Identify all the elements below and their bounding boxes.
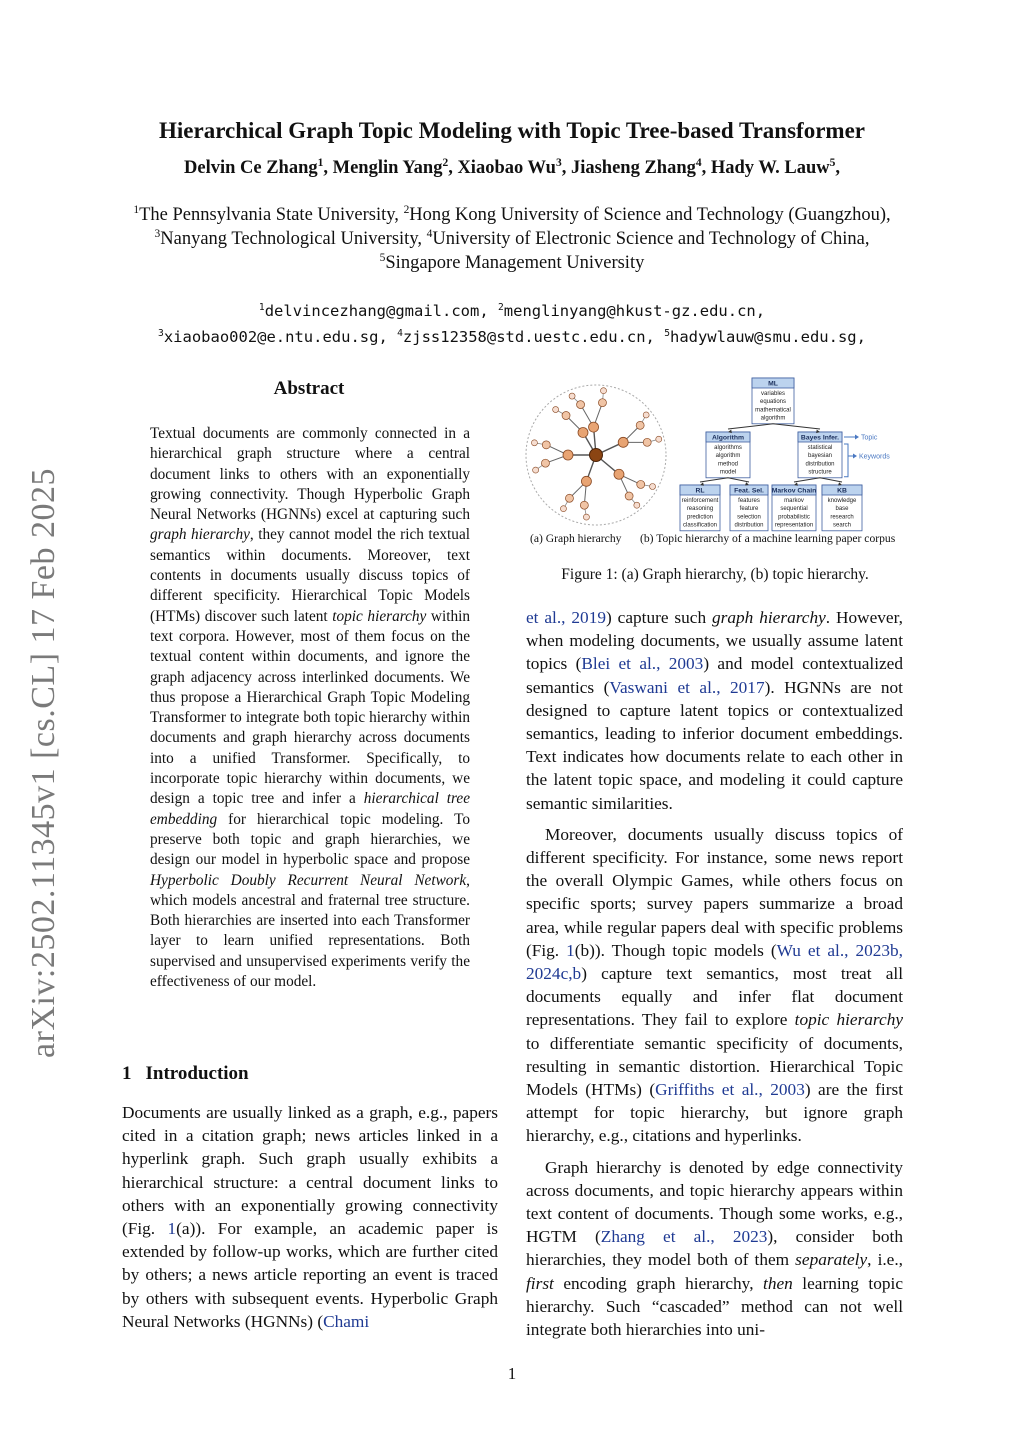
topic-tree-diagram xyxy=(680,378,890,531)
topic-level2-box xyxy=(772,485,817,531)
citation-link[interactable]: Vaswani et al., 2017 xyxy=(609,677,765,697)
topic-keyword: search xyxy=(832,522,852,529)
text-run: Documents are usually linked as a graph, e.g., papers cited in a citation graph; news articles linked in a hyperlink graph. Such graph usually exhibits a hierarchical structure: a central document links to others with an exponentially growing connectivity (Fig. xyxy=(122,1103,498,1239)
affiliation-text: University of Electronic Science and Technology of China, xyxy=(432,229,870,249)
author-name: Xiaobao Wu xyxy=(457,158,556,178)
text-run: ). HGNNs are not designed to capture latent topics or contextualized semantics, leading to inferior document embeddings. Text indicates how documents relate to each other in the latent topic space, and modeling it could capture semantic similarities. xyxy=(526,677,903,813)
affiliation-line-3 xyxy=(0,253,1024,274)
document-node xyxy=(637,480,645,488)
tree-edge-arrowhead xyxy=(745,482,749,485)
document-node xyxy=(580,501,588,509)
topic-label: KB xyxy=(837,487,847,495)
topic-keyword: classification xyxy=(682,522,718,529)
topic-keyword: sequential xyxy=(780,506,808,513)
affiliation-text: delvincezhang@gmail.com, xyxy=(264,302,498,320)
page-number: 1 xyxy=(507,1364,517,1383)
emphasis: graph hierarchy xyxy=(150,526,250,544)
topic-level2-box xyxy=(680,485,720,531)
topic-keyword: model xyxy=(719,469,737,476)
document-node xyxy=(542,441,550,449)
topic-keyword: representation xyxy=(774,522,814,529)
topic-keyword: algorithms xyxy=(714,445,742,451)
affiliation-mark: 1 xyxy=(133,203,140,216)
author-name: Menglin Yang xyxy=(332,158,443,178)
affiliation-line-1 xyxy=(0,205,1024,226)
affiliation-mark: 2 xyxy=(442,156,449,169)
topic-level1-box xyxy=(706,432,750,478)
topic-level2-box xyxy=(730,485,768,531)
leaf-document-node xyxy=(600,388,606,394)
text-run: . However, when modeling documents, we usually assume latent topics ( xyxy=(526,608,903,674)
citation-link[interactable]: Wu et al., 2023b, 2024c,b xyxy=(526,940,904,984)
text-run: , i.e., xyxy=(867,1250,903,1270)
text-run: encoding graph hierarchy, xyxy=(553,1273,764,1293)
affiliation-text: menglinyang@hkust-gz.edu.cn, xyxy=(503,302,766,320)
document-node xyxy=(581,476,591,486)
affiliation-text: The Pennsylvania State University, xyxy=(139,205,404,225)
email-line-2 xyxy=(0,328,1024,346)
leaf-document-node xyxy=(634,502,640,508)
affiliation-text: Hong Kong University of Science and Technology (Guangzhou), xyxy=(409,205,891,225)
text-run: within text corpora. However, most of them focus on the textual content within documents, and ignore the graph adjacency across interlinked documents. We thus propose a Hierarchical Graph Topic Modeling Transformer to integrate both topic hierarchy within documents and graph hierarchy across documents into a unified Transformer. Specifically, to incorporate topic hierarchy within documents, we design a topic tree and infer a xyxy=(150,607,470,808)
topic-keyword: method xyxy=(717,461,739,468)
leaf-document-node xyxy=(569,393,575,399)
document-node xyxy=(589,422,599,432)
figure-caption: Figure 1: (a) Graph hierarchy, (b) topic hierarchy. xyxy=(561,566,869,583)
topic-keyword: base xyxy=(835,506,849,513)
intro-paragraph-1 xyxy=(122,1101,498,1333)
affiliation-text: Singapore Management University xyxy=(385,253,645,273)
section-heading-introduction xyxy=(122,1063,249,1085)
affiliation-text: Nanyang Technological University, xyxy=(160,229,427,249)
abstract-heading: Abstract xyxy=(273,378,345,399)
topic-keyword: equations xyxy=(759,399,787,406)
emphasis: graph hierarchy xyxy=(712,608,826,627)
figure-subcaption-a: (a) Graph hierarchy xyxy=(530,532,622,545)
text-run: Textual documents are commonly connected in a hierarchical graph structure where a central document links to others with an exponentially growing connectivity. Though Hyperbolic Graph Neural Networks (HGNNs) excel at capturing such xyxy=(150,425,470,524)
email-line-1 xyxy=(0,302,1024,320)
text-run: Graph hierarchy is denoted by edge connectivity across documents, and topic hierarchy appears within text content of documents. Though some works, e.g., HGTM ( xyxy=(526,1157,903,1247)
emphasis: then xyxy=(763,1273,793,1293)
citation-link[interactable]: et al., 2019 xyxy=(526,608,606,627)
affiliation-mark: 1 xyxy=(258,301,265,313)
intro-left-column xyxy=(122,1101,498,1333)
citation-link[interactable]: 1 xyxy=(566,940,575,960)
document-node xyxy=(625,492,633,500)
author-name: Delvin Ce Zhang xyxy=(184,158,318,178)
section-title: Introduction xyxy=(145,1063,249,1084)
affiliation-line-2 xyxy=(0,229,1024,250)
topic-keyword: mathematical xyxy=(755,407,791,414)
tree-edge xyxy=(773,424,820,429)
topic-label: Algorithm xyxy=(711,434,745,442)
citation-link[interactable]: Zhang et al., 2023 xyxy=(600,1227,768,1247)
document-node xyxy=(614,469,624,479)
document-node xyxy=(562,412,570,420)
central-document-node xyxy=(590,449,603,462)
text-run: Moreover, documents usually discuss topics of different specificity. For instance, some news report the overall Olympic Games, while others focus on specific sports; survey papers summarize a broad area, while regular papers deal with specific problems (Fig. xyxy=(526,824,903,960)
text-run: ) and model contextualized semantics ( xyxy=(526,654,903,697)
author-list: Delvin Ce Zhang$^1$, Menglin Yang$^2$, Xiaobao Wu$^3$, Jiasheng Zhang$^4$, Hady W. Lauw$^5$, xyxy=(184,156,840,178)
affiliation-mark: 1 xyxy=(317,156,324,169)
topic-level2-box xyxy=(822,485,862,531)
topic-label: Feat. Sel. xyxy=(734,487,764,495)
intro-right-column xyxy=(526,606,903,1341)
topic-label: RL xyxy=(695,487,705,495)
text-run: (b)). Though topic models ( xyxy=(574,940,777,960)
tree-edge xyxy=(728,478,749,482)
tree-edge xyxy=(700,478,728,482)
document-node xyxy=(598,399,606,407)
citation-link[interactable]: Chami xyxy=(323,1311,370,1331)
emphasis: separately xyxy=(795,1250,868,1270)
text-run: , which models ancestral and fraternal tree structure. Both hierarchies are inserted into each Transformer layer to learn unified representations. Both supervised and unsupervised experiments verify the effectiveness of our model. xyxy=(150,871,470,991)
topic-keyword: bayesian xyxy=(807,453,833,460)
intro-paragraph-3 xyxy=(526,1156,903,1342)
document-node xyxy=(563,450,573,460)
emphasis: topic hierarchy xyxy=(794,1010,904,1030)
paper-title: Hierarchical Graph Topic Modeling with Topic Tree-based Transformer xyxy=(159,118,865,143)
text-run: to differentiate semantic specificity of documents, resulting in semantic distortion. Hierarchical Topic Models (HTMs) ( xyxy=(526,1033,903,1100)
affiliation-text: zjss12358@std.uestc.edu.cn, xyxy=(402,328,665,346)
affiliation-mark: 5 xyxy=(664,327,670,339)
document-node xyxy=(578,427,588,437)
topic-label: Bayes Infer. xyxy=(800,434,840,442)
leaf-document-node xyxy=(583,514,589,520)
topic-keyword: feature xyxy=(739,506,759,513)
text-run: (a)). For example, an academic paper is extended by follow-up works, which are further cited by others; a news article reporting an event is traced by others with subsequent events. Hyperbolic Graph Neural Networks (HGNNs) ( xyxy=(122,1219,498,1331)
topic-keyword: features xyxy=(738,498,760,504)
leaf-document-node xyxy=(533,467,539,473)
emphasis: hierarchical tree embedding xyxy=(150,790,470,828)
text-run: ) capture such xyxy=(605,608,713,627)
document-node xyxy=(636,421,644,429)
citation-link[interactable]: Griffiths et al., 2003 xyxy=(655,1080,805,1100)
legend-topic-label: Topic xyxy=(861,434,878,442)
topic-keyword: algorithm xyxy=(760,415,786,422)
topic-keyword: knowledge xyxy=(827,498,857,504)
topic-keyword: statistical xyxy=(807,445,833,451)
intro-paragraph-1-continued xyxy=(526,606,903,815)
section-number: 1 xyxy=(122,1063,132,1084)
topic-root-ml xyxy=(752,378,794,424)
topic-level1-box xyxy=(798,432,842,478)
text-run: for hierarchical topic modeling. To preserve both topic and graph hierarchies, we design our model in hyperbolic space and propose xyxy=(150,810,470,869)
text-run: ) are the first attempt for topic hierarchy, but ignore graph hierarchy, e.g., citations and hyperlinks. xyxy=(526,1080,903,1146)
emphasis: topic hierarchy xyxy=(332,607,427,625)
emphasis: Hyperbolic Doubly Recurrent Neural Network xyxy=(150,871,467,889)
tree-edge xyxy=(820,478,842,482)
tree-edge xyxy=(728,424,773,429)
topic-label: Markov Chain xyxy=(771,487,817,495)
topic-keyword: probabilistic xyxy=(778,514,810,521)
topic-keyword: selection xyxy=(737,514,761,521)
affiliation-mark: 3 xyxy=(555,156,562,169)
topic-keyword: variables xyxy=(760,391,786,397)
topic-keyword: reasoning xyxy=(686,506,714,513)
topic-keyword: structure xyxy=(808,469,832,476)
affiliation-mark: 5 xyxy=(379,251,386,264)
leaf-document-node xyxy=(650,484,656,490)
legend-keywords-label: Keywords xyxy=(859,453,890,461)
legend-keywords-bracket xyxy=(844,444,848,477)
tree-edge xyxy=(794,478,820,482)
affiliation-mark: 3 xyxy=(158,327,164,339)
topic-keyword: markov xyxy=(784,498,804,504)
affiliation-mark: 5 xyxy=(829,156,836,169)
citation-link[interactable]: Blei et al., 2003 xyxy=(581,654,704,674)
topic-keyword: distribution xyxy=(734,522,764,529)
leaf-document-node xyxy=(643,412,649,418)
author-name: Hady W. Lauw xyxy=(710,158,830,178)
text-run: ), consider both hierarchies, they model both of them xyxy=(526,1227,903,1270)
affiliation-mark: 4 xyxy=(695,156,702,169)
text-run: , they cannot model the rich textual semantics within documents. Moreover, text contents in documents usually discuss topics of different specificity. Hierarchical Topic Models (HTMs) discover such latent xyxy=(150,526,470,625)
topic-keyword: reinforcement xyxy=(681,498,719,504)
figure-1 xyxy=(520,370,912,555)
leaf-document-node xyxy=(560,506,566,512)
document-node xyxy=(541,459,549,467)
affiliation-mark: 3 xyxy=(154,227,161,240)
tree-edge-arrowhead xyxy=(838,482,842,485)
text-run: learning topic hierarchy. Such “cascaded” method can not well integrate both hierarchies into uni- xyxy=(526,1273,903,1340)
text-run: ) capture text semantics, most treat all documents equally and infer flat document representations. They fail to explore xyxy=(526,964,903,1030)
leaf-document-node xyxy=(656,436,662,442)
document-node xyxy=(565,494,573,502)
abstract-text xyxy=(150,424,470,992)
graph-hierarchy-diagram xyxy=(526,385,666,525)
document-node xyxy=(618,437,628,447)
intro-paragraph-2 xyxy=(526,823,903,1148)
affiliation-mark: 4 xyxy=(397,327,403,339)
topic-keyword: prediction xyxy=(686,514,714,521)
legend-topic-arrowhead xyxy=(855,435,859,440)
affiliation-text: xiaobao002@e.ntu.edu.sg, xyxy=(163,328,398,346)
affiliation-text: hadywlauw@smu.edu.sg, xyxy=(669,328,866,346)
topic-keyword: algorithm xyxy=(715,453,741,460)
affiliation-mark: 4 xyxy=(426,227,433,240)
figure-subcaption-b: (b) Topic hierarchy of a machine learning paper corpus xyxy=(640,532,896,545)
leaf-document-node xyxy=(553,407,559,413)
topic-label: ML xyxy=(768,380,778,388)
topic-keyword: research xyxy=(830,514,854,521)
document-node xyxy=(643,438,651,446)
emphasis: first xyxy=(526,1273,554,1293)
citation-link[interactable]: 1 xyxy=(167,1219,177,1239)
document-node xyxy=(577,401,585,409)
affiliation-mark: 2 xyxy=(403,203,410,216)
topic-keyword: distribution xyxy=(805,461,835,468)
leaf-document-node xyxy=(531,440,537,446)
author-name: Jiasheng Zhang xyxy=(570,158,696,178)
legend-keywords-arrowhead xyxy=(853,454,857,459)
arxiv-identifier-stamp: arXiv:2502.11345v1 [cs.CL] 17 Feb 2025 xyxy=(25,467,62,1058)
affiliation-mark: 2 xyxy=(498,301,504,313)
